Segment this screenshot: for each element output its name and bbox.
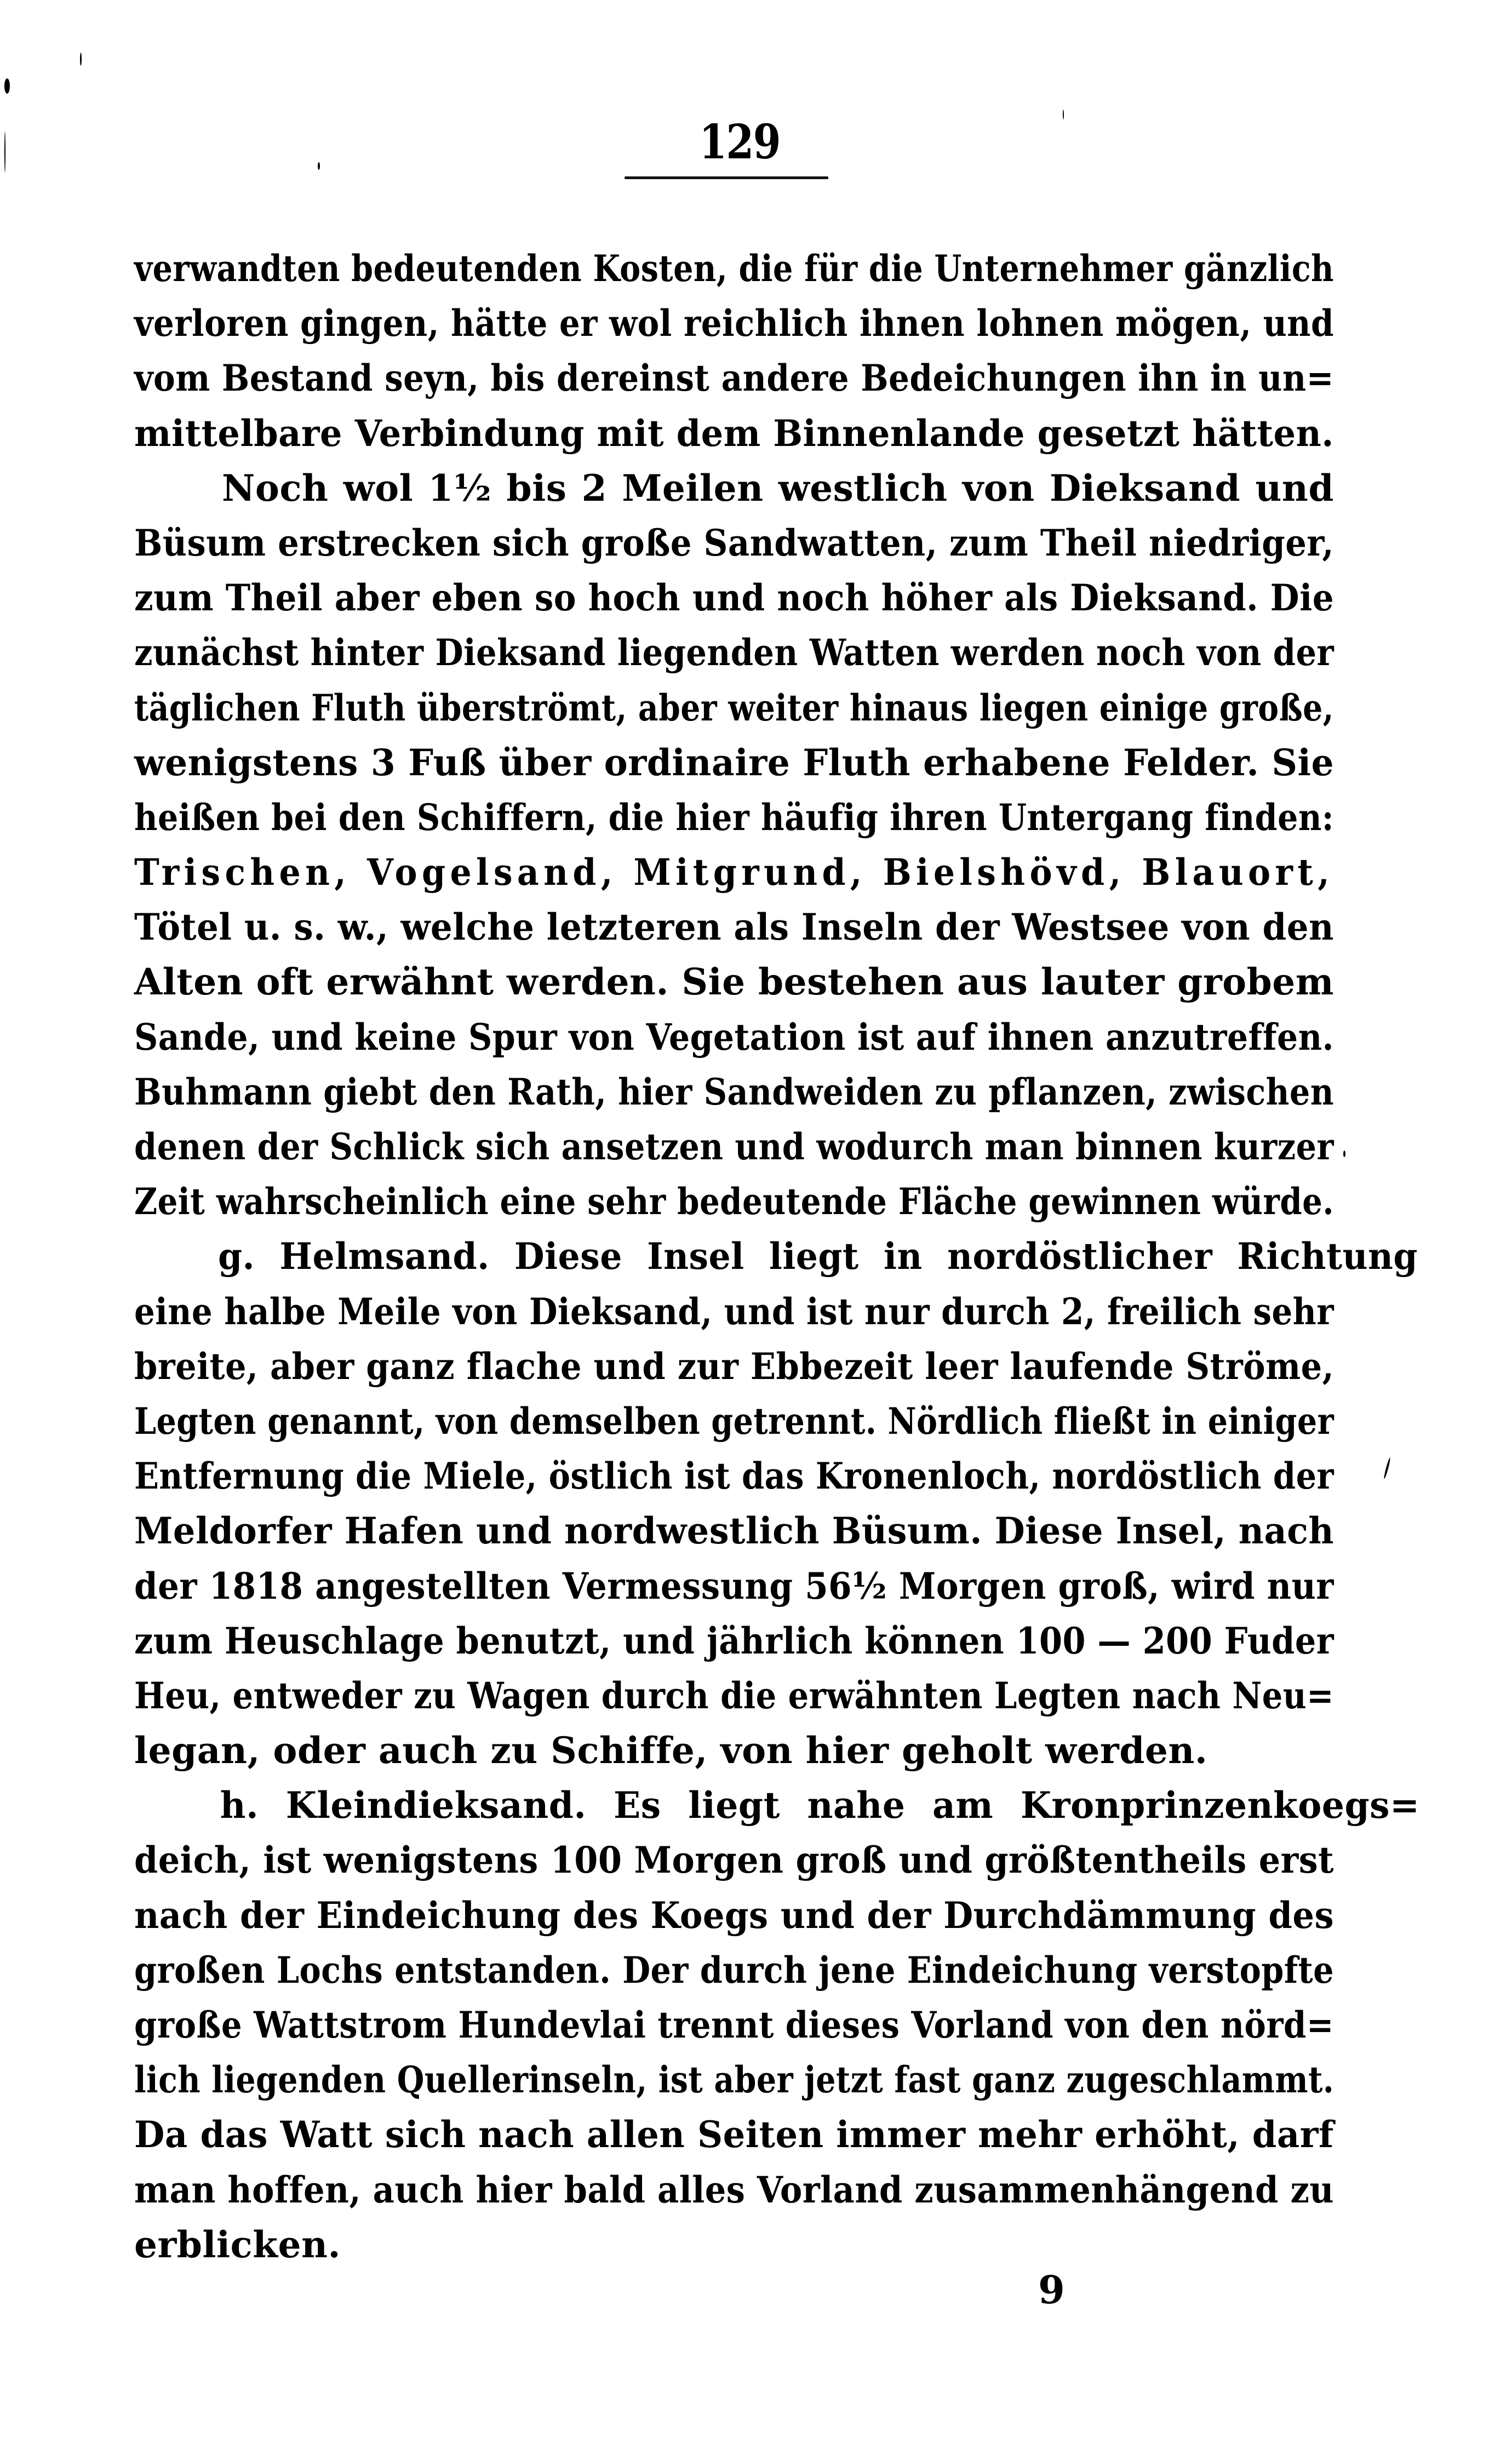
section-g-heading-line: g. Helmsand. Diese Insel liegt in nordöstlicher Richtung bbox=[217, 1235, 1418, 1278]
text-line: Heu, entweder zu Wagen durch die erwähnten Legten nach Neu= bbox=[134, 1674, 1335, 1717]
scan-artifact bbox=[4, 78, 10, 94]
text-line: Entfernung die Miele, östlich ist das Kronenloch, nordöstlich der bbox=[134, 1455, 1335, 1498]
text-line: Alten oft erwähnt werden. Sie bestehen aus lauter grobem bbox=[134, 960, 1334, 1004]
text-line: Tötel u. s. w., welche letzteren als Inseln der Westsee von den bbox=[134, 906, 1335, 949]
text-line: großen Lochs entstanden. Der durch jene Eindeichung verstopfte bbox=[134, 1948, 1335, 1992]
text-line: legan, oder auch zu Schiffe, von hier geholt werden. bbox=[134, 1729, 1208, 1772]
text-line: mittelbare Verbindung mit dem Binnenlande gesetzt hätten. bbox=[134, 411, 1334, 455]
text-line: wenigstens 3 Fuß über ordinaire Fluth erhabene Felder. Sie bbox=[134, 741, 1335, 784]
section-h-heading-line: h. Kleindieksand. Es liegt nahe am Kronprinzenkoegs= bbox=[220, 1784, 1420, 1827]
scan-artifact bbox=[4, 131, 5, 173]
scan-artifact bbox=[80, 53, 82, 66]
header-rule bbox=[625, 176, 828, 179]
text-line: täglichen Fluth überströmt, aber weiter hinaus liegen einige große, bbox=[134, 686, 1334, 729]
paragraph-start-line: Noch wol 1½ bis 2 Meilen westlich von Dieksand und bbox=[222, 466, 1334, 510]
text-line: verwandten bedeutenden Kosten, die für die Unternehmer gänzlich bbox=[134, 247, 1335, 290]
scan-artifact bbox=[1063, 110, 1064, 119]
scan-artifact bbox=[1343, 1151, 1345, 1157]
text-line: zum Theil aber eben so hoch und noch höher als Dieksand. Die bbox=[134, 576, 1335, 620]
text-line: denen der Schlick sich ansetzen und wodurch man binnen kurzer bbox=[134, 1125, 1334, 1168]
text-line: Meldorfer Hafen und nordwestlich Büsum. Diese Insel, nach bbox=[134, 1509, 1335, 1553]
text-line: deich, ist wenigstens 100 Morgen groß und größtentheils erst bbox=[134, 1839, 1335, 1882]
text-line: man hoffen, auch hier bald alles Vorland zusammenhängend zu bbox=[134, 2168, 1334, 2211]
page-number: 129 bbox=[699, 115, 780, 170]
text-line: Da das Watt sich nach allen Seiten immer mehr erhöht, darf bbox=[134, 2113, 1334, 2156]
text-line: eine halbe Meile von Dieksand, und ist nur durch 2, freilich sehr bbox=[134, 1290, 1335, 1333]
text-line: Buhmann giebt den Rath, hier Sandweiden zu pflanzen, zwischen bbox=[134, 1070, 1334, 1113]
scan-artifact bbox=[318, 162, 320, 170]
text-line: zum Heuschlage benutzt, und jährlich können 100 — 200 Fuder bbox=[134, 1619, 1334, 1662]
text-line: vom Bestand seyn, bis dereinst andere Bedeichungen ihn in un= bbox=[134, 357, 1334, 400]
text-line: breite, aber ganz flache und zur Ebbezeit leer laufende Ströme, bbox=[134, 1344, 1335, 1388]
signature-mark: 9 bbox=[1038, 2267, 1065, 2313]
text-line: erblicken. bbox=[134, 2223, 341, 2266]
text-line: nach der Eindeichung des Koegs und der Durchdämmung des bbox=[134, 1893, 1335, 1937]
text-line: heißen bei den Schiffern, die hier häufig ihren Untergang finden: bbox=[134, 796, 1334, 839]
text-line: zunächst hinter Dieksand liegenden Watten werden noch von der bbox=[134, 631, 1335, 674]
text-line: lich liegenden Quellerinseln, ist aber jetzt fast ganz zugeschlammt. bbox=[134, 2058, 1335, 2102]
text-line: Trischen, Vogelsand, Mitgrund, Bielshövd, Blauort, bbox=[134, 851, 1335, 894]
scan-artifact bbox=[1383, 1457, 1391, 1479]
text-line: Sande, und keine Spur von Vegetation ist auf ihnen anzutreffen. bbox=[134, 1015, 1334, 1058]
text-line: verloren gingen, hätte er wol reichlich ihnen lohnen mögen, und bbox=[134, 302, 1334, 345]
text-line: große Wattstrom Hundevlai trennt dieses Vorland von den nörd= bbox=[134, 2004, 1334, 2046]
text-line: der 1818 angestellten Vermessung 56½ Morgen groß, wird nur bbox=[134, 1564, 1334, 1607]
body-text bbox=[134, 241, 1420, 2272]
text-line: Legten genannt, von demselben getrennt. Nördlich fließt in einiger bbox=[134, 1399, 1335, 1443]
text-line: Zeit wahrscheinlich eine sehr bedeutende Fläche gewinnen würde. bbox=[134, 1180, 1334, 1223]
text-line: Büsum erstrecken sich große Sandwatten, zum Theil niedriger, bbox=[134, 521, 1334, 564]
